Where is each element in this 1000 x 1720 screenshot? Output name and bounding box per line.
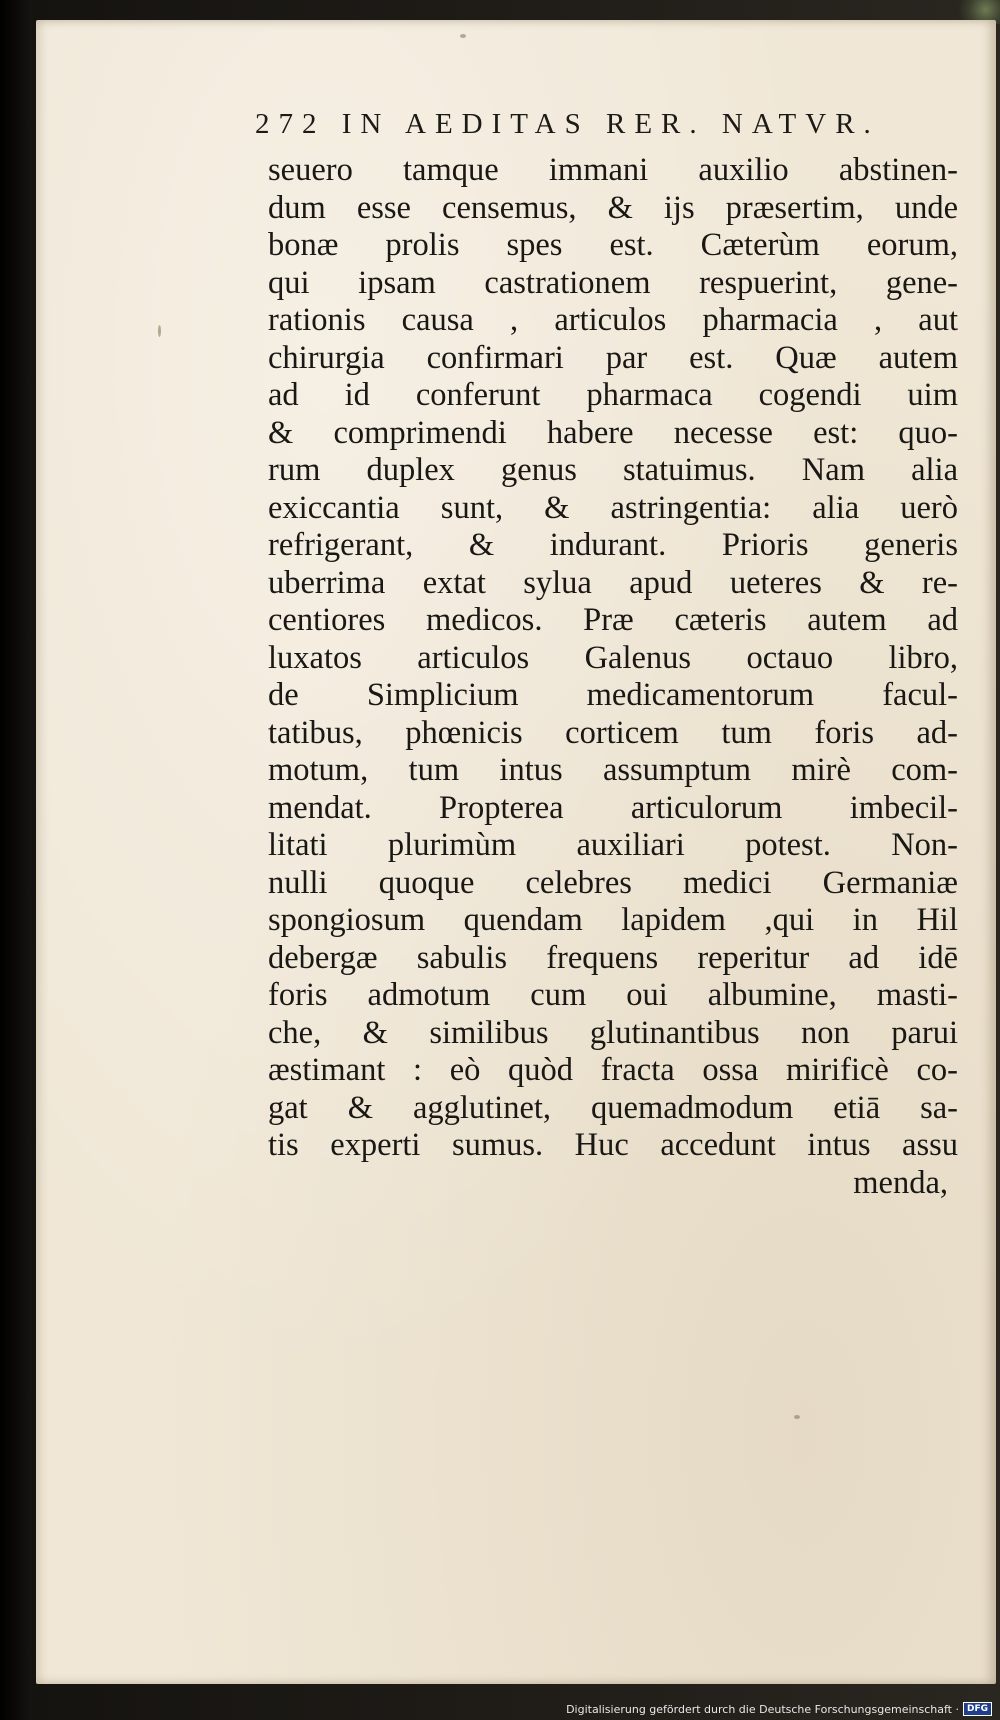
text-line: bonæ prolis spes est. Cæterùm eorum, bbox=[268, 227, 958, 263]
text-line: exiccantia sunt, & astringentia: alia uerò bbox=[268, 489, 958, 526]
text-line: ad id conferunt pharmaca cogendi uim bbox=[268, 377, 958, 413]
text-line: foris admotum cum oui albumine, masti- bbox=[268, 977, 958, 1013]
text-line: rationis causa , articulos pharmacia , aut bbox=[268, 302, 958, 338]
text-line: spongiosum quendam lapidem ,qui in Hil bbox=[268, 902, 958, 938]
text-line: motum, tum intus assumptum mirè com- bbox=[268, 752, 958, 788]
text-line: uberrima extat sylua apud ueteres & re- bbox=[268, 564, 958, 601]
text-line: tatibus, phœnicis corticem tum foris ad- bbox=[268, 714, 958, 751]
text-line: debergæ sabulis frequens reperitur ad idē bbox=[268, 939, 958, 976]
text-line: rum duplex genus statuimus. Nam alia bbox=[268, 452, 958, 488]
text-line: dum esse censemus, & ijs præsertim, unde bbox=[268, 189, 958, 226]
catchword: menda, bbox=[853, 1164, 948, 1201]
text-line: centiores medicos. Præ cæteris autem ad bbox=[268, 602, 958, 638]
running-head: 272 IN AEDITAS RER. NATVR. bbox=[255, 108, 880, 140]
text-line: & comprimendi habere necesse est: quo- bbox=[268, 414, 958, 451]
paper-speck bbox=[794, 1415, 800, 1419]
text-line: chirurgia confirmari par est. Quæ autem bbox=[268, 339, 958, 376]
text-line: refrigerant, & indurant. Prioris generis bbox=[268, 527, 958, 563]
text-line: de Simplicium medicamentorum facul- bbox=[268, 677, 958, 713]
text-line: litati plurimùm auxiliari potest. Non- bbox=[268, 827, 958, 863]
paper-speck bbox=[158, 325, 161, 337]
text-line: luxatos articulos Galenus octauo libro, bbox=[268, 639, 958, 676]
text-line: gat & agglutinet, quemadmodum etiā sa- bbox=[268, 1089, 958, 1126]
digitization-footer bbox=[566, 1702, 992, 1716]
text-line: mendat. Propterea articulorum imbecil- bbox=[268, 789, 958, 826]
dfg-logo-icon: DFG bbox=[963, 1702, 992, 1716]
text-line: nulli quoque celebres medici Germaniæ bbox=[268, 864, 958, 901]
page-text bbox=[268, 152, 958, 1202]
text-line: qui ipsam castrationem respuerint, gene- bbox=[268, 264, 958, 301]
text-line: seuero tamque immani auxilio abstinen- bbox=[268, 152, 958, 188]
footer-text: Digitalisierung gefördert durch die Deutsche Forschungsgemeinschaft · bbox=[566, 1702, 959, 1716]
text-line: che, & similibus glutinantibus non parui bbox=[268, 1014, 958, 1051]
text-line: tis experti sumus. Huc accedunt intus assu bbox=[268, 1127, 958, 1163]
paper-speck bbox=[460, 34, 466, 38]
text-line: æstimant : eò quòd fracta ossa mirificè co- bbox=[268, 1052, 958, 1088]
